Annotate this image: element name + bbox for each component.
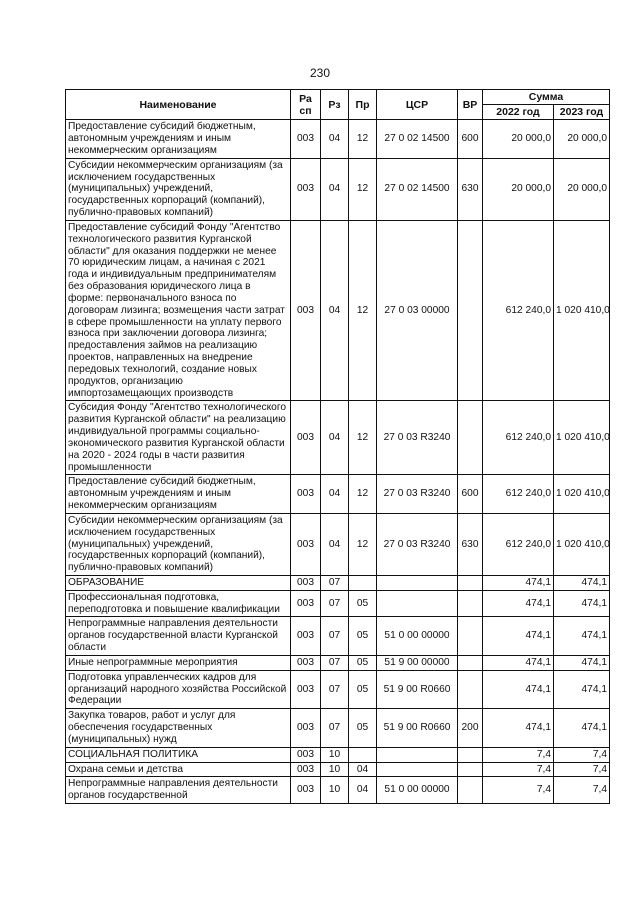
table-row [66, 709, 610, 747]
row-vr [458, 747, 483, 762]
table-row [66, 590, 610, 617]
row-csr: 51 0 00 00000 [377, 777, 458, 804]
row-name: Подготовка управленческих кадров для организаций народного хозяйства Российской Федерации [66, 670, 291, 708]
row-csr: 51 9 00 00000 [377, 655, 458, 670]
row-csr: 27 0 03 00000 [377, 220, 458, 400]
row-rz: 04 [321, 158, 349, 220]
row-pr: 04 [349, 762, 377, 777]
table-row [66, 670, 610, 708]
row-rasp: 003 [291, 575, 321, 590]
table-body [66, 120, 610, 804]
table-row [66, 475, 610, 513]
row-rz: 04 [321, 475, 349, 513]
row-rasp: 003 [291, 401, 321, 475]
row-name: Закупка товаров, работ и услуг для обеспечения государственных (муниципальных) нужд [66, 709, 291, 747]
row-pr: 05 [349, 709, 377, 747]
row-name: Предоставление субсидий Фонду "Агентство технологического развития Курганской области" для оказания поддержки не менее 70 юридическим лицам, а начиная с 2021 года и индивидуальным предпринимателям без образования юридического лица в форме: первоначального взноса по договорам лизинга; возмещения части затрат в сфере промышленности на уплату первого взноса при заключении договора лизинга; предоставления займов на реализацию проектов, направленных на внедрение передовых технологий, создание новых продуктов, организацию импортозамещающих производств [66, 220, 291, 400]
row-sum-2022: 474,1 [483, 617, 554, 655]
row-rz: 04 [321, 220, 349, 400]
row-pr: 12 [349, 120, 377, 158]
row-vr [458, 401, 483, 475]
row-rasp: 003 [291, 220, 321, 400]
row-rasp: 003 [291, 475, 321, 513]
row-sum-2022: 612 240,0 [483, 513, 554, 575]
row-rasp: 003 [291, 120, 321, 158]
row-pr: 05 [349, 655, 377, 670]
row-csr [377, 762, 458, 777]
header-2023: 2023 год [554, 105, 610, 120]
row-pr [349, 575, 377, 590]
row-pr: 12 [349, 401, 377, 475]
row-vr: 200 [458, 709, 483, 747]
row-vr [458, 617, 483, 655]
row-sum-2023: 474,1 [554, 575, 610, 590]
row-rz: 04 [321, 120, 349, 158]
row-csr: 51 9 00 R0660 [377, 709, 458, 747]
row-csr: 51 0 00 00000 [377, 617, 458, 655]
row-rz: 07 [321, 670, 349, 708]
row-sum-2022: 612 240,0 [483, 475, 554, 513]
row-vr [458, 777, 483, 804]
header-vr: ВР [458, 90, 483, 120]
row-rz: 07 [321, 655, 349, 670]
row-vr [458, 575, 483, 590]
row-sum-2022: 20 000,0 [483, 158, 554, 220]
page-number: 230 [309, 66, 331, 80]
row-name: Субсидии некоммерческим организациям (за исключением государственных (муниципальных) учреждений, государственных корпораций (компаний), публично-правовых компаний) [66, 513, 291, 575]
row-csr [377, 747, 458, 762]
row-rasp: 003 [291, 655, 321, 670]
row-rz: 04 [321, 401, 349, 475]
row-pr: 12 [349, 220, 377, 400]
row-pr: 12 [349, 513, 377, 575]
row-pr: 04 [349, 777, 377, 804]
row-rasp: 003 [291, 590, 321, 617]
row-rasp: 003 [291, 670, 321, 708]
row-name: Предоставление субсидий бюджетным, автономным учреждениям и иным некоммерческим организациям [66, 475, 291, 513]
row-csr: 27 0 02 14500 [377, 158, 458, 220]
row-sum-2022: 474,1 [483, 590, 554, 617]
row-sum-2022: 612 240,0 [483, 401, 554, 475]
row-sum-2023: 1 020 410,0 [554, 475, 610, 513]
row-rz: 07 [321, 617, 349, 655]
row-name: Охрана семьи и детства [66, 762, 291, 777]
row-rasp: 003 [291, 747, 321, 762]
row-name: СОЦИАЛЬНАЯ ПОЛИТИКА [66, 747, 291, 762]
row-sum-2023: 7,4 [554, 747, 610, 762]
row-vr [458, 655, 483, 670]
row-csr [377, 575, 458, 590]
row-vr: 600 [458, 475, 483, 513]
row-sum-2023: 1 020 410,0 [554, 513, 610, 575]
table-row [66, 401, 610, 475]
row-name: Предоставление субсидий бюджетным, автономным учреждениям и иным некоммерческим организациям [66, 120, 291, 158]
row-sum-2023: 474,1 [554, 590, 610, 617]
row-pr [349, 747, 377, 762]
row-vr [458, 670, 483, 708]
row-rasp: 003 [291, 158, 321, 220]
table-row [66, 158, 610, 220]
row-sum-2023: 474,1 [554, 709, 610, 747]
row-sum-2022: 20 000,0 [483, 120, 554, 158]
row-vr [458, 762, 483, 777]
row-rasp: 003 [291, 777, 321, 804]
table-row [66, 220, 610, 400]
table-row [66, 617, 610, 655]
row-rz: 04 [321, 513, 349, 575]
row-sum-2023: 474,1 [554, 617, 610, 655]
table-row [66, 762, 610, 777]
header-pr: Пр [349, 90, 377, 120]
row-sum-2022: 474,1 [483, 709, 554, 747]
row-sum-2023: 20 000,0 [554, 158, 610, 220]
row-csr: 27 0 03 R3240 [377, 401, 458, 475]
table-row [66, 575, 610, 590]
row-csr: 51 9 00 R0660 [377, 670, 458, 708]
row-vr [458, 220, 483, 400]
row-sum-2022: 7,4 [483, 747, 554, 762]
row-sum-2023: 474,1 [554, 670, 610, 708]
row-sum-2023: 1 020 410,0 [554, 401, 610, 475]
row-sum-2023: 7,4 [554, 777, 610, 804]
row-sum-2023: 474,1 [554, 655, 610, 670]
row-rz: 07 [321, 709, 349, 747]
row-csr: 27 0 02 14500 [377, 120, 458, 158]
row-rasp: 003 [291, 513, 321, 575]
row-sum-2023: 20 000,0 [554, 120, 610, 158]
header-name: Наименование [66, 90, 291, 120]
header-rasp: Ра сп [291, 90, 321, 120]
row-pr: 05 [349, 670, 377, 708]
row-vr: 630 [458, 158, 483, 220]
row-csr: 27 0 03 R3240 [377, 513, 458, 575]
row-rasp: 003 [291, 617, 321, 655]
row-csr [377, 590, 458, 617]
row-vr [458, 590, 483, 617]
table-row [66, 655, 610, 670]
table-row [66, 120, 610, 158]
table-row [66, 513, 610, 575]
row-name: Непрограммные направления деятельности органов государственной [66, 777, 291, 804]
row-sum-2023: 1 020 410,0 [554, 220, 610, 400]
row-pr: 05 [349, 590, 377, 617]
row-rz: 10 [321, 747, 349, 762]
row-sum-2022: 474,1 [483, 575, 554, 590]
row-rz: 07 [321, 575, 349, 590]
row-rasp: 003 [291, 709, 321, 747]
header-sum: Сумма [483, 90, 610, 105]
row-name: ОБРАЗОВАНИЕ [66, 575, 291, 590]
row-pr: 12 [349, 158, 377, 220]
row-name: Субсидии некоммерческим организациям (за исключением государственных (муниципальных) учреждений, государственных корпораций (компаний), публично-правовых компаний) [66, 158, 291, 220]
row-vr: 600 [458, 120, 483, 158]
budget-table [65, 89, 610, 804]
table-row [66, 777, 610, 804]
row-name: Иные непрограммные мероприятия [66, 655, 291, 670]
row-vr: 630 [458, 513, 483, 575]
header-csr: ЦСР [377, 90, 458, 120]
row-sum-2022: 474,1 [483, 655, 554, 670]
row-rz: 10 [321, 777, 349, 804]
row-name: Субсидия Фонду "Агентство технологического развития Курганской области" на реализацию индивидуальной программы социально-экономического развития Курганской области на 2020 - 2024 годы в части развития промышленности [66, 401, 291, 475]
header-2022: 2022 год [483, 105, 554, 120]
row-name: Непрограммные направления деятельности органов государственной власти Курганской области [66, 617, 291, 655]
row-rz: 07 [321, 590, 349, 617]
table-row [66, 747, 610, 762]
header-rz: Рз [321, 90, 349, 120]
row-sum-2022: 612 240,0 [483, 220, 554, 400]
row-sum-2023: 7,4 [554, 762, 610, 777]
row-pr: 12 [349, 475, 377, 513]
row-name: Профессиональная подготовка, переподготовка и повышение квалификации [66, 590, 291, 617]
row-sum-2022: 474,1 [483, 670, 554, 708]
row-sum-2022: 7,4 [483, 762, 554, 777]
row-rz: 10 [321, 762, 349, 777]
row-sum-2022: 7,4 [483, 777, 554, 804]
row-csr: 27 0 03 R3240 [377, 475, 458, 513]
row-pr: 05 [349, 617, 377, 655]
row-rasp: 003 [291, 762, 321, 777]
